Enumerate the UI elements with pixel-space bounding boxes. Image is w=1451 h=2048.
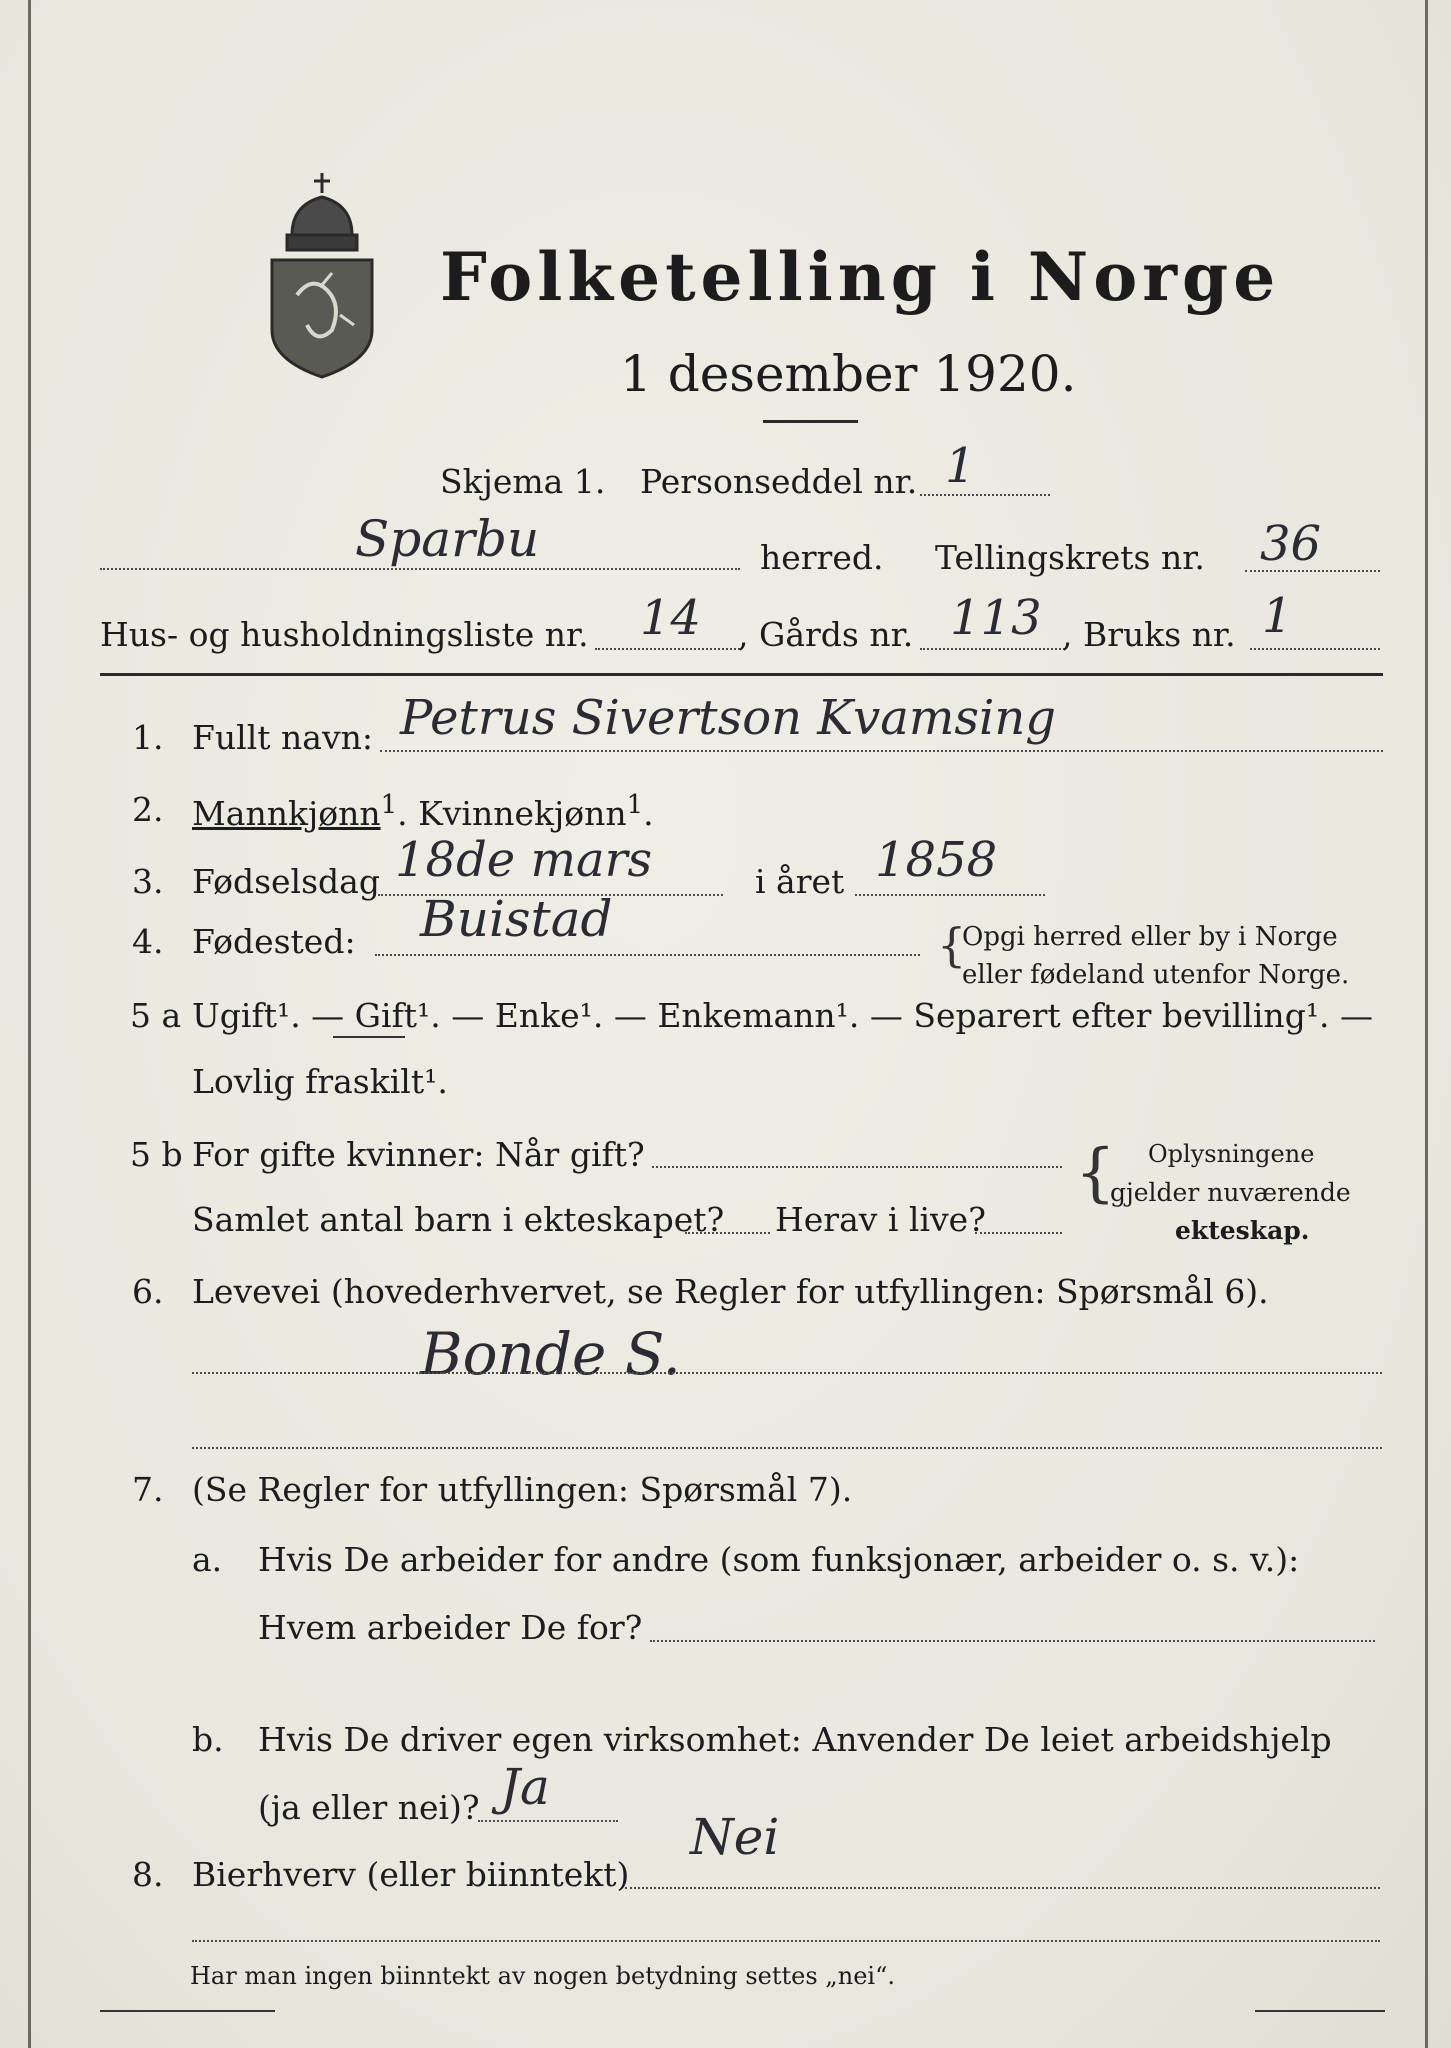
q1-label: Fullt navn: — [192, 718, 373, 757]
q4-number: 4. — [132, 922, 164, 961]
q3-label: Fødselsdag — [192, 862, 380, 901]
year-line — [855, 894, 1045, 896]
q2-number: 2. — [132, 790, 164, 829]
full-name-value[interactable]: Petrus Sivertson Kvamsing — [400, 690, 1057, 746]
hired-help-line — [478, 1820, 618, 1822]
header-divider — [100, 673, 1383, 676]
hired-help-value[interactable]: Ja — [500, 1758, 550, 1816]
q5b-label1: For gifte kvinner: Når gift? — [192, 1135, 645, 1174]
q5a-number: 5 a — [130, 996, 182, 1035]
q7b-letter: b. — [192, 1720, 224, 1759]
schema-label: Skjema 1. — [440, 462, 606, 501]
herred-value[interactable]: Sparbu — [355, 510, 540, 568]
q6-label: Levevei (hovederhvervet, se Regler for utfyllingen: Spørsmål 6). — [192, 1272, 1269, 1311]
title-divider — [763, 420, 858, 423]
occupation-line-2 — [192, 1447, 1382, 1449]
children-line — [685, 1232, 770, 1234]
female-option[interactable]: Kvinnekjønn — [418, 794, 627, 833]
bruks-line — [1250, 648, 1380, 650]
occupation-value[interactable]: Bonde S. — [420, 1320, 681, 1388]
q7b-question: (ja eller nei)? — [258, 1788, 480, 1827]
gift-underline — [333, 1036, 405, 1038]
male-sep: . — [397, 794, 408, 833]
q8-label: Bierhverv (eller biinntekt) — [192, 1855, 630, 1894]
gards-value[interactable]: 113 — [950, 590, 1042, 646]
herred-line — [100, 568, 740, 570]
q7a-question: Hvem arbeider De for? — [258, 1608, 643, 1647]
q5b-label3: Herav i live? — [775, 1200, 986, 1239]
birthday-value[interactable]: 18de mars — [395, 832, 653, 888]
form-title: Folketelling i Norge — [440, 238, 1281, 316]
q5b-note-1: Oplysningene — [1148, 1140, 1315, 1168]
year-label: i året — [755, 862, 845, 901]
q5a-line1: Ugift¹. — Gift¹. — Enke¹. — Enkemann¹. — Separert efter bevilling¹. — — [192, 996, 1374, 1035]
female-footnote: 1 — [626, 790, 644, 820]
male-footnote: 1 — [380, 790, 398, 820]
q3-number: 3. — [132, 862, 164, 901]
alive-line — [975, 1232, 1062, 1234]
hus-label: Hus- og husholdningsliste nr. — [100, 615, 589, 654]
bruks-value[interactable]: 1 — [1262, 588, 1293, 644]
bruks-label: , Bruks nr. — [1062, 615, 1236, 654]
q7a-letter: a. — [192, 1540, 223, 1579]
personseddel-value[interactable]: 1 — [945, 438, 976, 494]
q5b-number: 5 b — [130, 1135, 183, 1174]
side-income-value[interactable]: Nei — [690, 1808, 780, 1866]
form-date: 1 desember 1920. — [620, 345, 1077, 403]
birth-year-value[interactable]: 1858 — [875, 832, 998, 888]
q4-note-2: eller fødeland utenfor Norge. — [962, 960, 1350, 990]
gards-line — [920, 648, 1065, 650]
q4-label: Fødested: — [192, 922, 356, 961]
q6-number: 6. — [132, 1272, 164, 1311]
female-sep: . — [643, 794, 654, 833]
employer-line — [650, 1640, 1375, 1642]
personseddel-label: Personseddel nr. — [640, 462, 918, 501]
when-married-line — [652, 1166, 1062, 1168]
tellingskrets-label: Tellingskrets nr. — [935, 538, 1205, 577]
q1-line — [380, 750, 1383, 752]
q2-sex — [192, 790, 654, 833]
q7a-text: Hvis De arbeider for andre (som funksjonær, arbeider o. s. v.): — [258, 1540, 1300, 1579]
side-income-line — [625, 1887, 1380, 1889]
q7-label: (Se Regler for utfyllingen: Spørsmål 7). — [192, 1470, 853, 1509]
occupation-line-1 — [192, 1372, 1382, 1374]
q5a-line2: Lovlig fraskilt¹. — [192, 1062, 448, 1101]
side-income-line-2 — [192, 1940, 1380, 1942]
left-border — [28, 0, 31, 2048]
q4-note-1: Opgi herred eller by i Norge — [962, 922, 1338, 952]
q5b-label2: Samlet antal barn i ekteskapet? — [192, 1200, 725, 1239]
q7b-text: Hvis De driver egen virksomhet: Anvender De leiet arbeidshjelp — [258, 1720, 1332, 1759]
q7-number: 7. — [132, 1470, 164, 1509]
birthplace-value[interactable]: Buistad — [420, 890, 613, 948]
footer-rule-left — [100, 2010, 275, 2012]
right-border — [1425, 0, 1428, 2048]
q8-number: 8. — [132, 1855, 164, 1894]
q5b-note-3: ekteskap. — [1175, 1216, 1310, 1245]
birthplace-line — [375, 954, 920, 956]
q4-brace: { — [937, 918, 967, 972]
personseddel-line — [920, 494, 1050, 496]
hus-line — [595, 648, 740, 650]
footer-note: Har man ingen biinntekt av nogen betydning settes „nei“. — [190, 1962, 895, 1990]
gards-label: , Gårds nr. — [738, 615, 914, 654]
q5b-brace: { — [1075, 1136, 1116, 1210]
male-option[interactable]: Mannkjønn — [192, 794, 381, 833]
q5b-note-2: gjelder nuværende — [1110, 1178, 1351, 1207]
q1-number: 1. — [132, 718, 164, 757]
tellingskrets-value[interactable]: 36 — [1260, 516, 1322, 572]
footer-rule-right — [1255, 2010, 1385, 2012]
hus-value[interactable]: 14 — [640, 590, 702, 646]
herred-label: herred. — [760, 538, 884, 577]
coat-of-arms-icon — [262, 165, 382, 380]
